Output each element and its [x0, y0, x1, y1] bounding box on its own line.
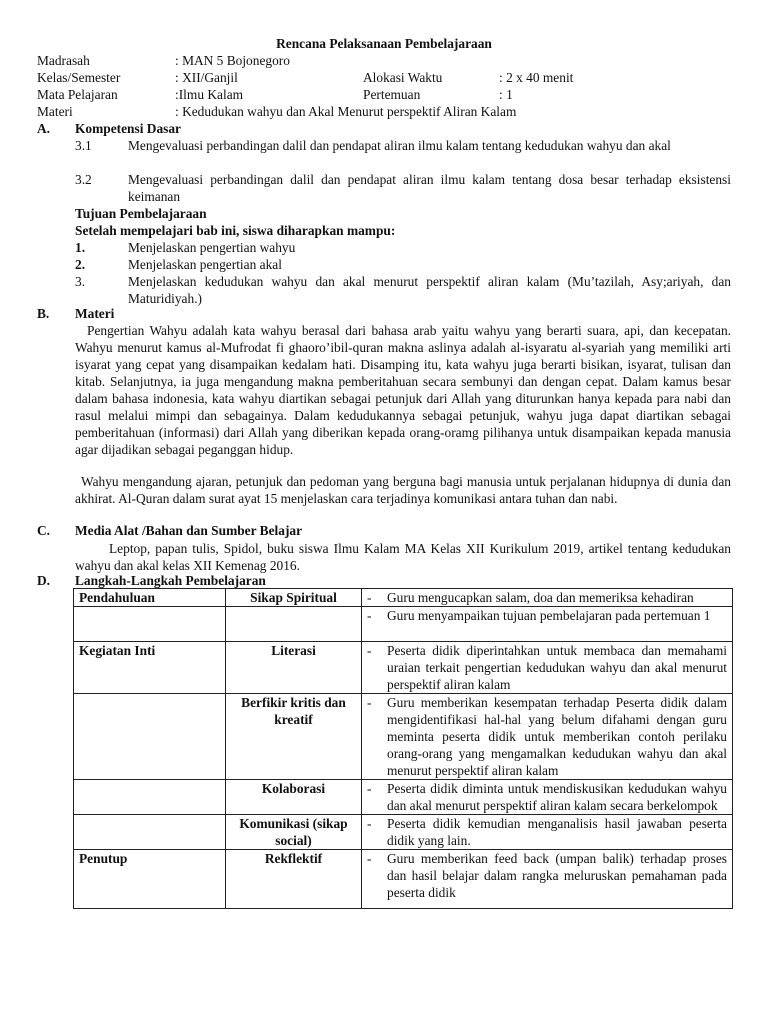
- section-b-letter: B.: [37, 306, 50, 321]
- activity-text: Peserta didik kemudian menganalisis hasil jawaban peserta didik yang lain.: [387, 816, 727, 848]
- kelas-value: : XII/Ganjil: [175, 70, 238, 85]
- bullet-dash: -: [367, 816, 372, 831]
- activity-text: Guru memberikan feed back (umpan balik) terhadap proses dan hasil belajar dalam rangka meluruskan pemahaman pada peserta didik: [387, 851, 727, 900]
- kd-number: 3.2: [75, 172, 92, 187]
- table-row: [74, 815, 733, 850]
- section-c-letter: C.: [37, 523, 51, 538]
- tujuan-number: 2.: [75, 257, 86, 272]
- phase-cell: [74, 780, 226, 815]
- activity-cell: [362, 694, 733, 780]
- activity-text: Peserta didik diminta untuk mendiskusikan kedudukan wahyu dan akal menurut perspektif aliran kalam secara berkelompok: [387, 781, 727, 813]
- activity-cell: [362, 850, 733, 909]
- activity-text: Guru memberikan kesempatan terhadap Peserta didik dalam mengidentifikasi hal-hal yang belum difahami dengan guru meminta peserta didik untuk memberikan contoh perilaku orang-orang yang mengamalkan kedudukan wahyu dan akal menurut perspektif aliran kalam: [387, 695, 727, 778]
- table-row: [74, 642, 733, 694]
- tujuan-number: 1.: [75, 240, 86, 255]
- materi-paragraph: Pengertian Wahyu adalah kata wahyu berasal dari bahasa arab yaitu wahyu yang berarti suara, api, dan kecepatan. Wahyu menurut kamus al-Mufrodat fi ghaoro’ibil-quran makna aslinya adalah al-isyaratu al-syariah yang memiliki arti isyarat yang cepat yang disampaikan kedalam hati. Disamping itu, kata wahyu juga berarti bisikan, isyarat, tulisan dan kitab. Selanjutnya, ia juga mengandung makna pemberitahuan secara sembunyi dan dengan cepat. Dalam kamus besar dalam bahasa indonesia, kata wahyu diartikan sebagai petunjuk dari Allah yang diturunkan hanya kepada para nabi dan rasul melalui mimpi dan sebagainya. Dalam kedudukannya sebagai petunjuk, wahyu juga dapat diartikan sebagai pemberitahuan (informasi) dari Allah yang diberikan kepada orang-oramg pilihanya untuk disampaikan kepada manusia agar dijadikan sebagai peganggan hidup.: [75, 323, 731, 457]
- table-row: [74, 607, 733, 642]
- madrasah-value: : MAN 5 Bojonegoro: [175, 53, 290, 68]
- activity-cell: [362, 815, 733, 850]
- aspect-cell: Literasi: [226, 642, 362, 694]
- section-d-title: Langkah-Langkah Pembelajaran: [75, 573, 266, 588]
- tujuan-text: Menjelaskan pengertian wahyu: [128, 240, 296, 255]
- bullet-dash: -: [367, 851, 372, 866]
- phase-cell: Kegiatan Inti: [74, 642, 226, 694]
- activity-text: Guru menyampaikan tujuan pembelajaran pada pertemuan 1: [387, 608, 711, 623]
- table-row: [74, 694, 733, 780]
- identity-row-materi: [37, 103, 737, 120]
- identity-row-madrasah: [37, 52, 737, 69]
- activity-text: Guru mengucapkan salam, doa dan memeriksa kehadiran: [387, 590, 694, 605]
- madrasah-label: Madrasah: [37, 53, 90, 68]
- aspect-cell: Komunikasi (sikap social): [226, 815, 362, 850]
- section-c-title: Media Alat /Bahan dan Sumber Belajar: [75, 523, 303, 538]
- aspect-cell: Berfikir kritis dan kreatif: [226, 694, 362, 780]
- materi-paragraph: Wahyu mengandung ajaran, petunjuk dan pedoman yang berguna bagi manusia untuk perjalanan hidupnya di dunia dan akhirat. Al-Quran dalam surat ayat 15 menjelaskan cara terjadinya komunikasi antara tuhan dan nabi.: [75, 474, 731, 506]
- table-row: [74, 850, 733, 909]
- tujuan-text: Menjelaskan kedudukan wahyu dan akal menurut perspektif aliran kalam (Mu’tazilah, Asy;ariyah, dan Maturidiyah.): [128, 274, 731, 306]
- aspect-cell: Rekflektif: [226, 850, 362, 909]
- materi-value: : Kedudukan wahyu dan Akal Menurut perspektif Aliran Kalam: [175, 104, 517, 119]
- activity-cell: [362, 589, 733, 607]
- aspect-cell: [226, 607, 362, 642]
- kd-number: 3.1: [75, 138, 92, 153]
- tujuan-number: 3.: [75, 274, 86, 289]
- table-row: [74, 589, 733, 607]
- section-d-letter: D.: [37, 573, 51, 588]
- activity-cell: [362, 642, 733, 694]
- table-row: [74, 780, 733, 815]
- steps-table: [73, 588, 733, 909]
- pertemuan-value: : 1: [499, 87, 513, 102]
- document-title: Rencana Pelaksanaan Pembelajaraan: [276, 36, 492, 51]
- bullet-dash: -: [367, 643, 372, 658]
- phase-cell: Penutup: [74, 850, 226, 909]
- bullet-dash: -: [367, 781, 372, 796]
- phase-cell: [74, 607, 226, 642]
- activity-cell: [362, 780, 733, 815]
- phase-cell: Pendahuluan: [74, 589, 226, 607]
- mapel-value: :Ilmu Kalam: [175, 87, 244, 102]
- section-b-title: Materi: [75, 306, 115, 321]
- section-a-title: Kompetensi Dasar: [75, 121, 182, 136]
- mapel-label: Mata Pelajaran: [37, 87, 118, 102]
- phase-cell: [74, 815, 226, 850]
- activity-text: Peserta didik diperintahkan untuk membaca dan memahami uraian terkait pengertian kedudukan wahyu dan akal menurut perspektif aliran kalam: [387, 643, 727, 692]
- media-text: Leptop, papan tulis, Spidol, buku siswa Ilmu Kalam MA Kelas XII Kurikulum 2019, artikel tentang kedudukan wahyu dan akal kelas XII Kemenag 2016.: [75, 541, 731, 573]
- section-a-letter: A.: [37, 121, 51, 136]
- tujuan-title: Tujuan Pembelajaraan: [75, 206, 207, 221]
- identity-block: [37, 52, 737, 120]
- bullet-dash: -: [367, 590, 372, 605]
- kd-text: Mengevaluasi perbandingan dalil dan pendapat aliran ilmu kalam tentang kedudukan wahyu dan akal: [128, 138, 671, 153]
- aspect-cell: Kolaborasi: [226, 780, 362, 815]
- tujuan-text: Menjelaskan pengertian akal: [128, 257, 282, 272]
- tujuan-intro: Setelah mempelajari bab ini, siswa diharapkan mampu:: [75, 223, 396, 238]
- aspect-cell: Sikap Spiritual: [226, 589, 362, 607]
- pertemuan-label: Pertemuan: [363, 87, 421, 102]
- bullet-dash: -: [367, 695, 372, 710]
- identity-row-mapel: [37, 86, 737, 103]
- materi-label: Materi: [37, 104, 73, 119]
- kelas-label: Kelas/Semester: [37, 70, 121, 85]
- identity-row-kelas: [37, 69, 737, 86]
- alokasi-label: Alokasi Waktu: [363, 70, 443, 85]
- activity-cell: [362, 607, 733, 642]
- alokasi-value: : 2 x 40 menit: [499, 70, 574, 85]
- kd-text: Mengevaluasi perbandingan dalil dan pendapat aliran ilmu kalam tentang dosa besar terhadap eksistensi keimanan: [128, 172, 731, 204]
- bullet-dash: -: [367, 608, 372, 623]
- phase-cell: [74, 694, 226, 780]
